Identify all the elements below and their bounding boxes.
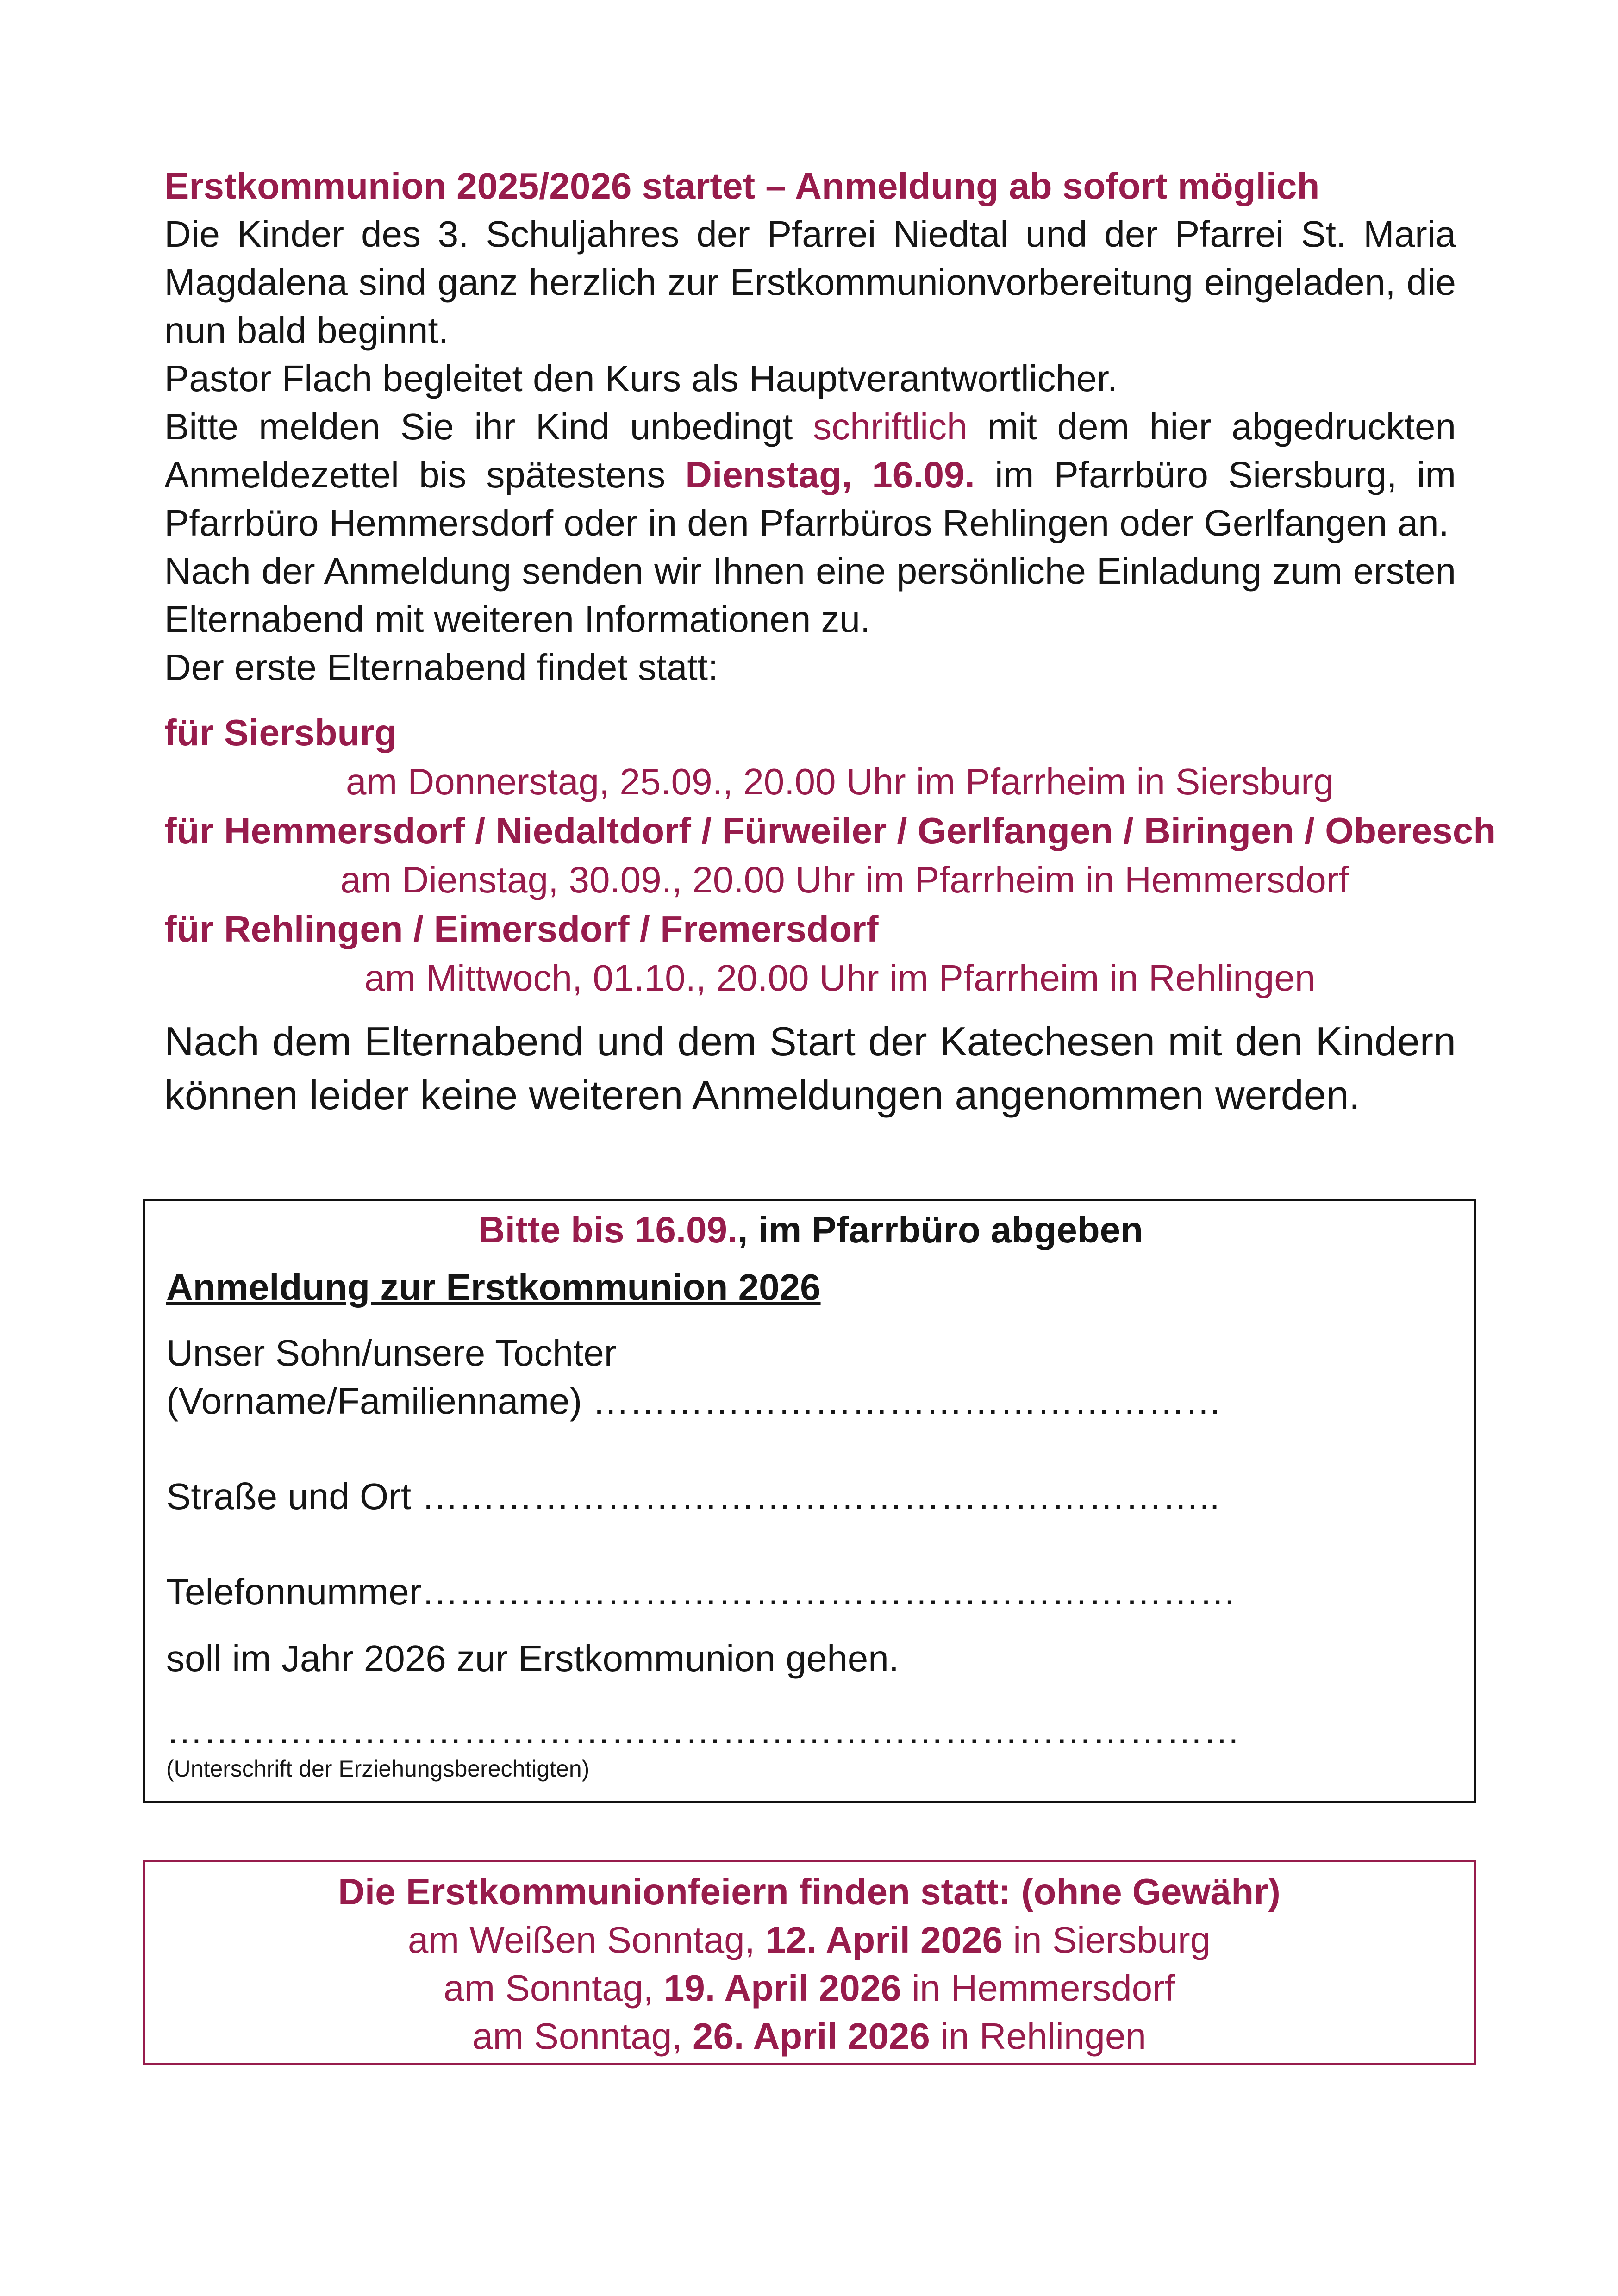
- celebration-date: 12. April 2026: [765, 1919, 1003, 1960]
- celebration-place: in Rehlingen: [930, 2015, 1146, 2057]
- celebrations-title: Die Erstkommunionfeiern finden statt: (ohne Gewähr): [338, 1871, 1281, 1912]
- form-deadline: Bitte bis 16.09.: [478, 1209, 738, 1250]
- meeting-date: am Mittwoch, 01.10., 20.00 Uhr im Pfarrheim in Rehlingen: [364, 957, 1316, 998]
- meeting-location: für Siersburg: [164, 712, 397, 753]
- registration-text-c: im Pfarrbüro Siersburg, im Pfarrbüro Hemmersdorf oder in den Pfarrbüros Rehlingen oder Gerlfangen an.: [164, 454, 1456, 543]
- signature-note: (Unterschrift der Erziehungsberechtigten): [166, 1756, 590, 1782]
- celebration-item: [145, 2012, 1474, 2060]
- celebration-date: 19. April 2026: [663, 1967, 901, 2009]
- announcement-heading: Erstkommunion 2025/2026 startet – Anmeldung ab sofort möglich: [164, 165, 1320, 206]
- celebration-place: in Hemmersdorf: [901, 1967, 1175, 2009]
- celebration-prefix: am Weißen Sonntag,: [407, 1919, 766, 1960]
- meetings-intro: Der erste Elternabend findet statt:: [164, 647, 718, 688]
- celebration-item: [145, 1964, 1474, 2012]
- intro-paragraph: Die Kinder des 3. Schuljahres der Pfarrei Niedtal und der Pfarrei St. Maria Magdalena sind ganz herzlich zur Erstkommunionvorbereitung eingeladen, die nun bald beginnt.: [164, 213, 1456, 351]
- celebration-prefix: am Sonntag,: [444, 1967, 664, 2009]
- registration-form: [143, 1199, 1476, 1803]
- celebration-prefix: am Sonntag,: [472, 2015, 693, 2057]
- celebration-item: [145, 1916, 1474, 1964]
- commitment-text: soll im Jahr 2026 zur Erstkommunion gehen.: [166, 1638, 899, 1679]
- phone-field[interactable]: Telefonnummer…………………………………………………………: [166, 1571, 1237, 1612]
- closing-note: Nach dem Elternabend und dem Start der Katechesen mit den Kindern können leider keine weiteren Anmeldungen angenommen werden.: [164, 1018, 1456, 1118]
- meeting-location: für Hemmersdorf / Niedaltdorf / Fürweiler / Gerlfangen / Biringen / Oberesch: [164, 810, 1496, 851]
- celebrations-box: [143, 1860, 1476, 2065]
- meeting-list: [164, 708, 1496, 1003]
- meeting-location: für Rehlingen / Eimersdorf / Fremersdorf: [164, 908, 879, 949]
- registration-highlight: schriftlich: [813, 406, 968, 447]
- child-label: Unser Sohn/unsere Tochter: [166, 1332, 617, 1373]
- meeting-date: am Donnerstag, 25.09., 20.00 Uhr im Pfarrheim in Siersburg: [346, 761, 1334, 802]
- celebration-place: in Siersburg: [1003, 1919, 1211, 1960]
- address-field[interactable]: Straße und Ort ………………………………………………………..: [166, 1476, 1220, 1517]
- meeting-date: am Dienstag, 30.09., 20.00 Uhr im Pfarrheim in Hemmersdorf: [340, 859, 1349, 900]
- announcement: [164, 162, 1496, 1122]
- pastor-paragraph: Pastor Flach begleitet den Kurs als Hauptverantwortlicher.: [164, 358, 1118, 399]
- child-name-field[interactable]: (Vorname/Familienname) ……………………………………………: [166, 1380, 1222, 1422]
- form-instruction: [166, 1206, 1455, 1254]
- celebration-date: 26. April 2026: [692, 2015, 930, 2057]
- registration-deadline: Dienstag, 16.09.: [685, 454, 975, 495]
- form-title: Anmeldung zur Erstkommunion 2026: [166, 1267, 821, 1308]
- signature-field[interactable]: ……………………………………………………………………………: [166, 1710, 1240, 1751]
- registration-text-a: Bitte melden Sie ihr Kind unbedingt: [164, 406, 813, 447]
- form-instruction-text: , im Pfarrbüro abgeben: [737, 1209, 1143, 1250]
- registration-paragraph: [164, 403, 1456, 547]
- registration-text-b: mit dem hier abgedruckten Anmeldezettel bis spätestens: [164, 406, 1456, 495]
- invitation-paragraph: Nach der Anmeldung senden wir Ihnen eine persönliche Einladung zum ersten Elternabend mit weiteren Informationen zu.: [164, 550, 1456, 640]
